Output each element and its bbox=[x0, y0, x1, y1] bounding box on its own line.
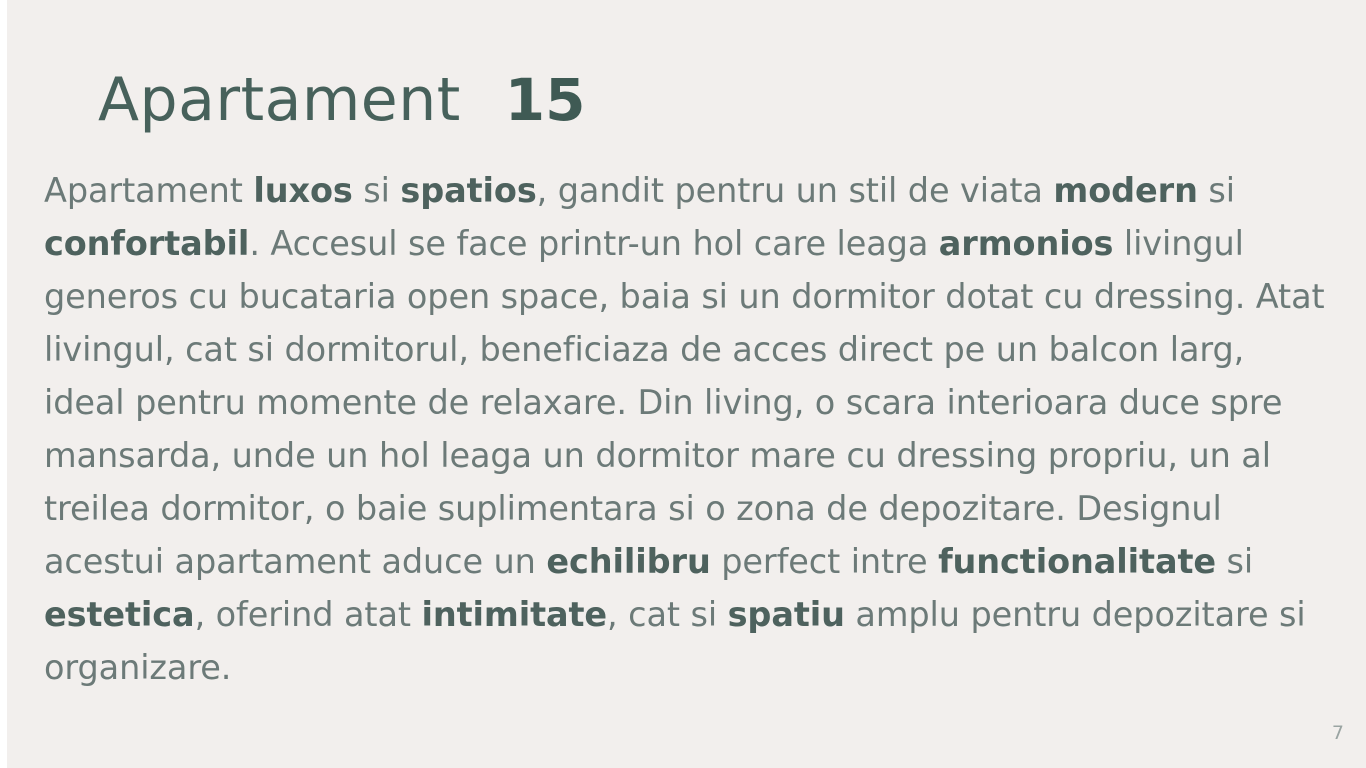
description-paragraph: Apartament luxos si spatios, gandit pentru un stil de viata modern si confortabil. Accesul se face printr-un hol care leaga armonios livingul generos cu bucataria open space, baia si un dormitor dotat cu dressing. Atat livingul, cat si dormitorul, beneficiaza de acces direct pe un balcon larg, ideal pentru momente de relaxare. Din living, o scara interioara duce spre mansarda, unde un hol leaga un dormitor mare cu dressing propriu, un al treilea dormitor, o baie suplimentara si o zona de depozitare. Designul acestui apartament aduce un echilibru perfect intre functionalitate si estetica, oferind atat intimitate, cat si spatiu amplu pentru depozitare si organizare. bbox=[44, 171, 1325, 687]
title-word: Apartament bbox=[98, 65, 461, 135]
page-title bbox=[98, 65, 586, 135]
left-edge-rule bbox=[0, 0, 7, 768]
page-number: 7 bbox=[1331, 722, 1344, 744]
title-number: 15 bbox=[504, 66, 586, 134]
